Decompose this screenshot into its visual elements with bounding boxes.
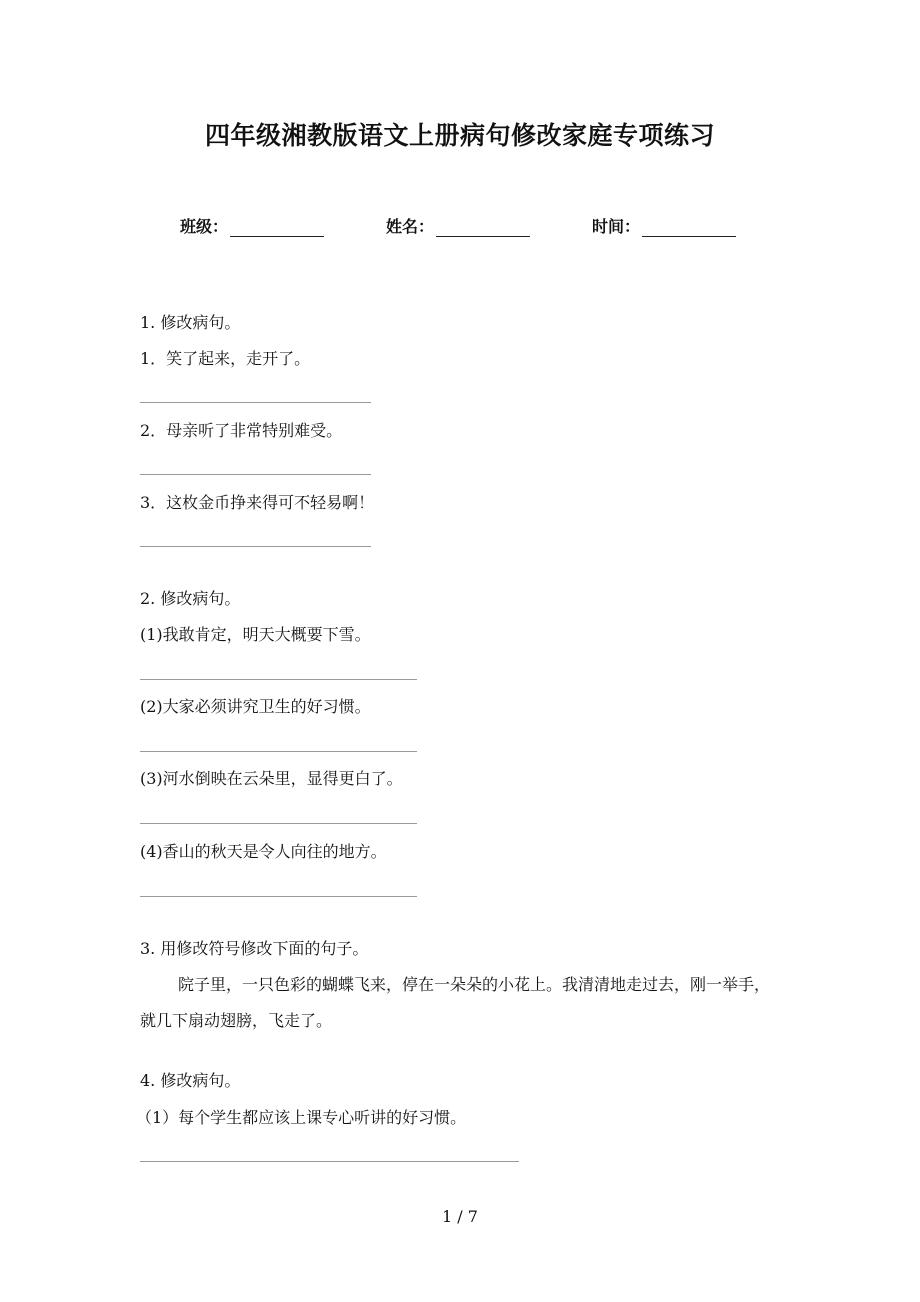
name-label: 姓名： bbox=[386, 217, 435, 236]
q2-item-1: (1)我敢肯定，明天大概要下雪。 bbox=[140, 625, 371, 644]
q2-item-3: (3)河水倒映在云朵里，显得更白了。 bbox=[140, 769, 403, 788]
q4-heading: 4. 修改病句。 bbox=[140, 1071, 241, 1090]
q1-answer-line-3[interactable] bbox=[140, 546, 371, 547]
q2-answer-line-3[interactable] bbox=[140, 823, 417, 824]
q3-heading: 3. 用修改符号修改下面的句子。 bbox=[140, 939, 369, 958]
q4-answer-line-1[interactable] bbox=[140, 1161, 519, 1162]
page-number: 1 / 7 bbox=[442, 1207, 478, 1226]
time-label: 时间： bbox=[592, 217, 641, 236]
q2-answer-line-4[interactable] bbox=[140, 896, 417, 897]
q2-answer-line-2[interactable] bbox=[140, 751, 417, 752]
q1-item-3: 3．这枚金币挣来得可不轻易啊！ bbox=[140, 493, 375, 512]
q2-item-4: (4)香山的秋天是令人向往的地方。 bbox=[140, 842, 387, 861]
q1-heading: 1. 修改病句。 bbox=[140, 313, 241, 332]
q2-heading: 2. 修改病句。 bbox=[140, 589, 241, 608]
time-field bbox=[592, 214, 736, 237]
q1-item-2: 2．母亲听了非常特别难受。 bbox=[140, 421, 343, 440]
q4-item-1: （1）每个学生都应该上课专心听讲的好习惯。 bbox=[136, 1108, 467, 1127]
q3-paragraph: 院子里，一只色彩的蝴蝶飞来，停在一朵朵的小花上。我清清地走过去，刚一举手，就几下扇动翅膀，飞走了。 bbox=[140, 975, 771, 1030]
class-field bbox=[180, 214, 324, 237]
q2-answer-line-1[interactable] bbox=[140, 679, 417, 680]
class-label: 班级： bbox=[180, 217, 229, 236]
time-blank[interactable] bbox=[642, 218, 736, 237]
q2-item-2: (2)大家必须讲究卫生的好习惯。 bbox=[140, 697, 371, 716]
q1-answer-line-1[interactable] bbox=[140, 402, 371, 403]
page-title: 四年级湘教版语文上册病句修改家庭专项练习 bbox=[204, 121, 715, 150]
q1-item-1: 1．笑了起来，走开了。 bbox=[140, 349, 311, 368]
q1-answer-line-2[interactable] bbox=[140, 474, 371, 475]
name-blank[interactable] bbox=[436, 218, 530, 237]
class-blank[interactable] bbox=[230, 218, 324, 237]
name-field bbox=[386, 214, 530, 237]
